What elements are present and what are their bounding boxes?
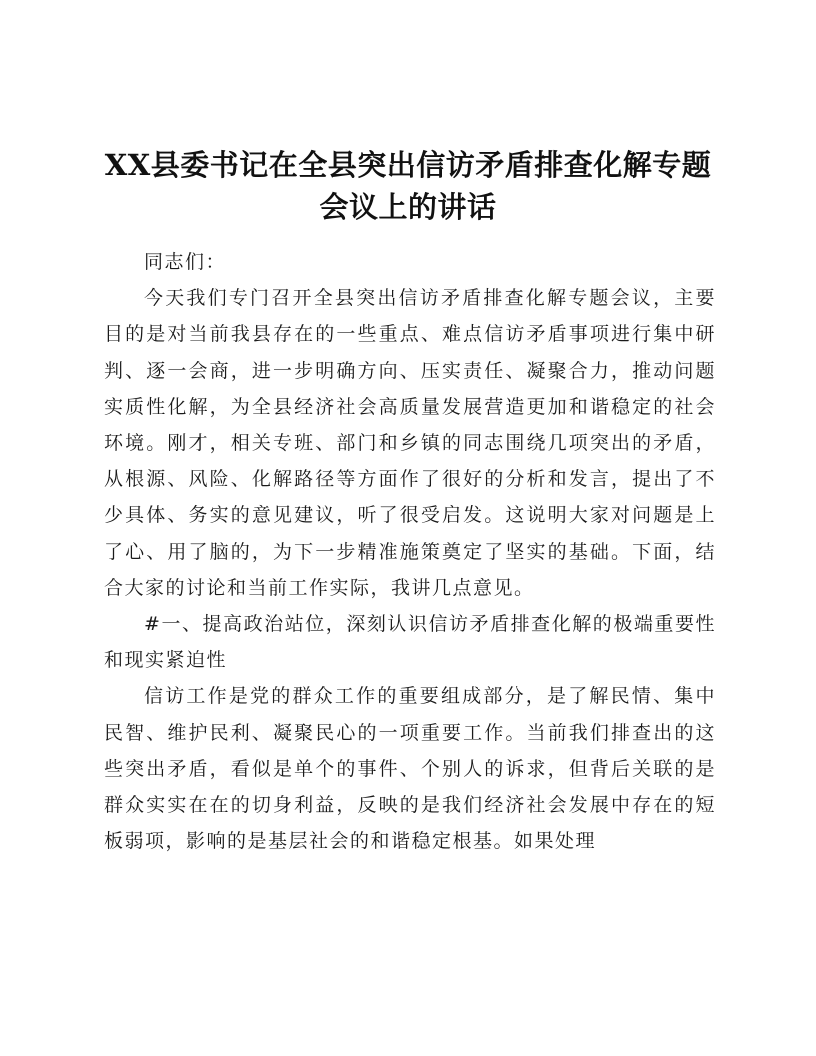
paragraph-intro: 今天我们专门召开全县突出信访矛盾排查化解专题会议，主要目的是对当前我县存在的一些重点、难点信访矛盾事项进行集中研判、逐一会商，进一步明确方向、压实责任、凝聚合力，推动问题实质性化解，为全县经济社会高质量发展营造更加和谐稳定的社会环境。刚才，相关专班、部门和乡镇的同志围绕几项突出的矛盾，从根源、风险、化解路径等方面作了很好的分析和发言，提出了不少具体、务实的意见建议，听了很受启发。这说明大家对问题是上了心、用了脑的，为下一步精准施策奠定了坚实的基础。下面，结合大家的讨论和当前工作实际，我讲几点意见。	[104, 287, 716, 599]
document-title	[100, 144, 716, 228]
title-line-2: 会议上的讲话	[319, 190, 497, 224]
paragraph-section-1: 信访工作是党的群众工作的重要组成部分，是了解民情、集中民智、维护民利、凝聚民心的一项重要工作。当前我们排查出的这些突出矛盾，看似是单个的事件、个别人的诉求，但背后关联的是群众实实在在的切身利益，反映的是我们经济社会发展中存在的短板弱项，影响的是基层社会的和谐稳定根基。如果处理	[104, 685, 716, 853]
greeting: 同志们：	[144, 251, 227, 273]
document-body	[104, 244, 716, 859]
title-line-1: XX县委书记在全县突出信访矛盾排查化解专题	[104, 148, 712, 182]
section-heading-1: #一、提高政治站位，深刻认识信访矛盾排查化解的极端重要性和现实紧迫性	[104, 613, 716, 672]
